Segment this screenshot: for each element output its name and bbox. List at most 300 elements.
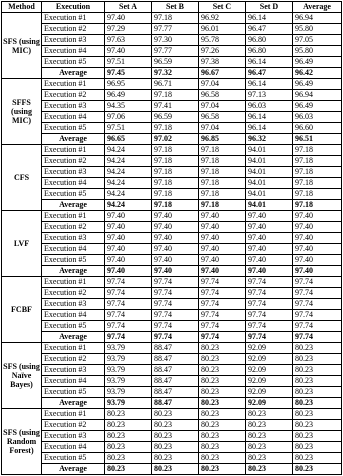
table-row: [2, 156, 342, 167]
set-c-cell: 97.38: [199, 57, 246, 68]
set-a-cell: 93.79: [105, 354, 152, 365]
set-a-cell: 97.74: [105, 321, 152, 332]
set-e-cell: 96.49: [293, 101, 342, 112]
set-a-cell: 97.40: [105, 233, 152, 244]
average-label-cell: Average: [42, 134, 105, 145]
set-b-cell: 97.18: [152, 189, 199, 200]
execution-cell: Execution #5: [42, 57, 105, 68]
set-b-average-cell: 97.40: [152, 266, 199, 277]
table-row: [2, 13, 342, 24]
set-a-cell: 97.63: [105, 35, 152, 46]
set-a-average-cell: 80.23: [105, 464, 152, 475]
set-a-cell: 93.79: [105, 387, 152, 398]
set-a-cell: 80.23: [105, 409, 152, 420]
set-a-cell: 80.23: [105, 420, 152, 431]
set-b-average-cell: 97.32: [152, 68, 199, 79]
set-c-cell: 96.01: [199, 24, 246, 35]
set-a-cell: 80.23: [105, 453, 152, 464]
set-e-cell: 95.80: [293, 46, 342, 57]
set-d-cell: 96.80: [246, 46, 293, 57]
execution-cell: Execution #5: [42, 123, 105, 134]
table-row: [2, 178, 342, 189]
set-d-average-cell: 96.47: [246, 68, 293, 79]
set-d-cell: 94.01: [246, 178, 293, 189]
table-row: [2, 101, 342, 112]
set-e-cell: 97.18: [293, 189, 342, 200]
table-body: [2, 13, 342, 475]
header-set-c: Set C: [199, 2, 246, 13]
average-label-cell: Average: [42, 68, 105, 79]
set-c-cell: 97.74: [199, 288, 246, 299]
set-c-cell: 80.23: [199, 442, 246, 453]
set-a-cell: 94.24: [105, 145, 152, 156]
average-label-cell: Average: [42, 332, 105, 343]
set-a-cell: 97.29: [105, 24, 152, 35]
table-row: [2, 189, 342, 200]
set-b-cell: 97.18: [152, 145, 199, 156]
set-b-cell: 97.18: [152, 178, 199, 189]
table-row: [2, 354, 342, 365]
set-b-cell: 97.77: [152, 46, 199, 57]
set-c-cell: 80.23: [199, 431, 246, 442]
set-c-average-cell: 80.23: [199, 464, 246, 475]
average-label-cell: Average: [42, 266, 105, 277]
set-a-cell: 97.51: [105, 123, 152, 134]
header-execution: Execution: [42, 2, 105, 13]
set-e-cell: 97.40: [293, 211, 342, 222]
set-b-average-cell: 97.74: [152, 332, 199, 343]
set-e-cell: 80.23: [293, 354, 342, 365]
table-row: [2, 244, 342, 255]
table-row: [2, 35, 342, 46]
set-d-average-cell: 92.09: [246, 398, 293, 409]
set-d-average-cell: 80.23: [246, 464, 293, 475]
set-e-cell: 80.23: [293, 365, 342, 376]
set-d-cell: 97.40: [246, 211, 293, 222]
set-c-average-cell: 96.85: [199, 134, 246, 145]
table-row: [2, 442, 342, 453]
set-a-cell: 97.40: [105, 244, 152, 255]
execution-cell: Execution #5: [42, 255, 105, 266]
set-c-cell: 97.40: [199, 244, 246, 255]
table-row: [2, 145, 342, 156]
table-row: [2, 167, 342, 178]
set-c-cell: 97.18: [199, 145, 246, 156]
set-d-cell: 80.23: [246, 442, 293, 453]
method-cell: SFS (using Naïve Bayes): [2, 343, 42, 409]
execution-cell: Execution #5: [42, 387, 105, 398]
execution-cell: Execution #1: [42, 277, 105, 288]
set-c-cell: 95.78: [199, 35, 246, 46]
set-e-cell: 80.23: [293, 431, 342, 442]
set-e-cell: 96.49: [293, 79, 342, 90]
set-d-cell: 96.14: [246, 123, 293, 134]
set-b-cell: 88.47: [152, 387, 199, 398]
table-row: [2, 57, 342, 68]
set-c-cell: 96.92: [199, 13, 246, 24]
execution-cell: Execution #4: [42, 244, 105, 255]
set-e-average-cell: 97.40: [293, 266, 342, 277]
set-e-cell: 97.74: [293, 321, 342, 332]
set-a-average-cell: 93.79: [105, 398, 152, 409]
execution-cell: Execution #5: [42, 453, 105, 464]
group-average-row: [2, 266, 342, 277]
set-c-cell: 96.58: [199, 112, 246, 123]
group-average-row: [2, 68, 342, 79]
set-b-cell: 97.18: [152, 123, 199, 134]
set-d-cell: 97.74: [246, 277, 293, 288]
set-b-cell: 97.18: [152, 167, 199, 178]
set-a-cell: 94.35: [105, 101, 152, 112]
set-d-average-cell: 97.40: [246, 266, 293, 277]
average-label-cell: Average: [42, 200, 105, 211]
set-b-cell: 80.23: [152, 442, 199, 453]
set-d-cell: 97.40: [246, 233, 293, 244]
set-e-cell: 80.23: [293, 343, 342, 354]
set-d-cell: 97.40: [246, 255, 293, 266]
group-average-row: [2, 134, 342, 145]
set-e-cell: 80.23: [293, 420, 342, 431]
execution-cell: Execution #1: [42, 211, 105, 222]
set-d-cell: 96.80: [246, 35, 293, 46]
header-set-a: Set A: [105, 2, 152, 13]
set-b-cell: 80.23: [152, 409, 199, 420]
execution-cell: Execution #2: [42, 90, 105, 101]
set-a-cell: 97.74: [105, 288, 152, 299]
results-table-container: [1, 1, 342, 475]
set-b-cell: 88.47: [152, 343, 199, 354]
set-b-cell: 97.74: [152, 310, 199, 321]
set-b-cell: 97.74: [152, 288, 199, 299]
execution-cell: Execution #3: [42, 167, 105, 178]
set-b-cell: 96.59: [152, 112, 199, 123]
set-d-cell: 80.23: [246, 453, 293, 464]
set-b-average-cell: 97.02: [152, 134, 199, 145]
set-e-average-cell: 97.18: [293, 200, 342, 211]
execution-cell: Execution #4: [42, 112, 105, 123]
execution-cell: Execution #5: [42, 321, 105, 332]
set-c-cell: 80.23: [199, 409, 246, 420]
set-e-cell: 97.40: [293, 244, 342, 255]
header-set-b: Set B: [152, 2, 199, 13]
set-c-average-cell: 97.74: [199, 332, 246, 343]
set-c-cell: 97.26: [199, 46, 246, 57]
set-b-cell: 96.71: [152, 79, 199, 90]
set-c-cell: 97.40: [199, 233, 246, 244]
set-c-cell: 96.58: [199, 90, 246, 101]
set-d-cell: 96.14: [246, 57, 293, 68]
set-b-cell: 97.18: [152, 13, 199, 24]
set-e-cell: 80.23: [293, 453, 342, 464]
set-d-cell: 92.09: [246, 354, 293, 365]
set-e-cell: 97.40: [293, 222, 342, 233]
set-e-cell: 96.03: [293, 112, 342, 123]
header-average: Average: [293, 2, 342, 13]
set-b-cell: 97.18: [152, 156, 199, 167]
set-a-cell: 97.06: [105, 112, 152, 123]
set-c-cell: 80.23: [199, 365, 246, 376]
set-b-cell: 88.47: [152, 365, 199, 376]
set-a-cell: 96.95: [105, 79, 152, 90]
set-d-cell: 97.74: [246, 310, 293, 321]
set-d-cell: 96.14: [246, 112, 293, 123]
set-d-cell: 94.01: [246, 156, 293, 167]
set-d-cell: 92.09: [246, 343, 293, 354]
set-e-cell: 97.74: [293, 288, 342, 299]
execution-cell: Execution #3: [42, 365, 105, 376]
method-cell: SFS (using MIC): [2, 13, 42, 79]
header-row: [2, 2, 342, 13]
set-e-cell: 97.18: [293, 156, 342, 167]
set-b-cell: 97.40: [152, 211, 199, 222]
set-c-cell: 80.23: [199, 376, 246, 387]
header-method: Method: [2, 2, 42, 13]
table-row: [2, 255, 342, 266]
set-c-cell: 97.40: [199, 255, 246, 266]
group-average-row: [2, 200, 342, 211]
set-a-cell: 97.74: [105, 299, 152, 310]
set-a-cell: 94.24: [105, 156, 152, 167]
set-a-average-cell: 97.40: [105, 266, 152, 277]
execution-cell: Execution #2: [42, 354, 105, 365]
set-b-average-cell: 97.18: [152, 200, 199, 211]
set-b-cell: 88.47: [152, 354, 199, 365]
set-b-cell: 97.40: [152, 244, 199, 255]
execution-cell: Execution #1: [42, 13, 105, 24]
set-c-cell: 80.23: [199, 420, 246, 431]
table-row: [2, 365, 342, 376]
method-cell: SFS (using Random Forest): [2, 409, 42, 475]
set-e-average-cell: 96.51: [293, 134, 342, 145]
set-a-cell: 94.24: [105, 178, 152, 189]
set-b-cell: 97.18: [152, 90, 199, 101]
table-row: [2, 211, 342, 222]
set-c-cell: 80.23: [199, 387, 246, 398]
header-set-d: Set D: [246, 2, 293, 13]
table-row: [2, 79, 342, 90]
set-d-cell: 80.23: [246, 420, 293, 431]
execution-cell: Execution #2: [42, 420, 105, 431]
group-average-row: [2, 332, 342, 343]
table-row: [2, 112, 342, 123]
set-d-cell: 94.01: [246, 145, 293, 156]
execution-cell: Execution #3: [42, 431, 105, 442]
set-a-cell: 96.49: [105, 90, 152, 101]
set-c-cell: 97.40: [199, 211, 246, 222]
set-e-cell: 96.94: [293, 90, 342, 101]
set-c-cell: 80.23: [199, 343, 246, 354]
set-a-cell: 94.24: [105, 167, 152, 178]
set-e-cell: 80.23: [293, 376, 342, 387]
set-e-cell: 97.05: [293, 35, 342, 46]
table-row: [2, 233, 342, 244]
set-e-cell: 97.18: [293, 145, 342, 156]
table-row: [2, 343, 342, 354]
set-b-cell: 88.47: [152, 376, 199, 387]
table-row: [2, 420, 342, 431]
execution-cell: Execution #3: [42, 101, 105, 112]
set-a-cell: 93.79: [105, 376, 152, 387]
set-a-cell: 93.79: [105, 343, 152, 354]
set-e-average-cell: 80.23: [293, 398, 342, 409]
set-d-cell: 96.03: [246, 101, 293, 112]
execution-cell: Execution #2: [42, 24, 105, 35]
set-e-average-cell: 97.74: [293, 332, 342, 343]
set-e-cell: 95.80: [293, 24, 342, 35]
set-e-cell: 97.18: [293, 167, 342, 178]
set-d-cell: 97.74: [246, 299, 293, 310]
set-b-cell: 80.23: [152, 453, 199, 464]
set-a-cell: 97.74: [105, 277, 152, 288]
set-c-cell: 97.18: [199, 178, 246, 189]
set-a-cell: 97.74: [105, 310, 152, 321]
set-e-cell: 97.18: [293, 178, 342, 189]
execution-cell: Execution #3: [42, 299, 105, 310]
results-table: [1, 1, 342, 475]
set-d-cell: 97.74: [246, 321, 293, 332]
set-c-cell: 97.74: [199, 321, 246, 332]
set-c-cell: 97.04: [199, 101, 246, 112]
set-b-cell: 97.74: [152, 321, 199, 332]
set-d-cell: 92.09: [246, 376, 293, 387]
set-e-cell: 80.23: [293, 409, 342, 420]
table-row: [2, 24, 342, 35]
set-b-cell: 80.23: [152, 420, 199, 431]
table-row: [2, 123, 342, 134]
set-a-cell: 97.40: [105, 13, 152, 24]
execution-cell: Execution #2: [42, 222, 105, 233]
set-a-cell: 97.40: [105, 255, 152, 266]
method-cell: CFS: [2, 145, 42, 211]
set-c-cell: 97.40: [199, 222, 246, 233]
table-row: [2, 277, 342, 288]
set-c-cell: 97.74: [199, 277, 246, 288]
set-d-cell: 97.40: [246, 244, 293, 255]
set-e-cell: 97.40: [293, 255, 342, 266]
set-d-cell: 92.09: [246, 365, 293, 376]
average-label-cell: Average: [42, 464, 105, 475]
set-a-average-cell: 94.24: [105, 200, 152, 211]
set-c-cell: 97.04: [199, 79, 246, 90]
table-row: [2, 288, 342, 299]
set-a-cell: 97.51: [105, 57, 152, 68]
set-b-cell: 97.77: [152, 24, 199, 35]
set-c-cell: 97.04: [199, 123, 246, 134]
table-row: [2, 46, 342, 57]
set-d-cell: 80.23: [246, 409, 293, 420]
execution-cell: Execution #4: [42, 376, 105, 387]
set-e-average-cell: 80.23: [293, 464, 342, 475]
table-row: [2, 310, 342, 321]
method-cell: FCBF: [2, 277, 42, 343]
group-average-row: [2, 464, 342, 475]
table-row: [2, 321, 342, 332]
set-d-cell: 96.14: [246, 79, 293, 90]
set-d-cell: 94.01: [246, 189, 293, 200]
set-a-cell: 94.24: [105, 189, 152, 200]
set-d-cell: 97.13: [246, 90, 293, 101]
set-e-average-cell: 96.42: [293, 68, 342, 79]
table-row: [2, 431, 342, 442]
set-a-cell: 97.40: [105, 211, 152, 222]
set-c-cell: 97.74: [199, 299, 246, 310]
set-a-average-cell: 96.65: [105, 134, 152, 145]
execution-cell: Execution #5: [42, 189, 105, 200]
execution-cell: Execution #4: [42, 310, 105, 321]
set-d-average-cell: 94.01: [246, 200, 293, 211]
set-d-cell: 94.01: [246, 167, 293, 178]
execution-cell: Execution #2: [42, 288, 105, 299]
set-a-cell: 80.23: [105, 442, 152, 453]
set-b-cell: 97.30: [152, 35, 199, 46]
set-c-cell: 97.18: [199, 156, 246, 167]
set-b-cell: 80.23: [152, 431, 199, 442]
method-cell: LVF: [2, 211, 42, 277]
set-e-cell: 96.94: [293, 13, 342, 24]
set-a-cell: 97.40: [105, 46, 152, 57]
execution-cell: Execution #2: [42, 156, 105, 167]
set-b-average-cell: 88.47: [152, 398, 199, 409]
set-d-cell: 97.40: [246, 222, 293, 233]
set-d-cell: 92.09: [246, 387, 293, 398]
execution-cell: Execution #3: [42, 35, 105, 46]
set-d-cell: 96.47: [246, 24, 293, 35]
execution-cell: Execution #4: [42, 442, 105, 453]
set-c-average-cell: 97.40: [199, 266, 246, 277]
set-b-cell: 97.41: [152, 101, 199, 112]
set-a-cell: 80.23: [105, 431, 152, 442]
set-a-cell: 97.40: [105, 222, 152, 233]
set-e-cell: 97.40: [293, 233, 342, 244]
set-c-cell: 97.18: [199, 167, 246, 178]
table-row: [2, 222, 342, 233]
set-e-cell: 96.49: [293, 57, 342, 68]
set-b-cell: 97.74: [152, 299, 199, 310]
set-d-cell: 96.14: [246, 13, 293, 24]
set-c-cell: 80.23: [199, 453, 246, 464]
set-c-cell: 97.18: [199, 189, 246, 200]
set-e-cell: 97.74: [293, 299, 342, 310]
set-b-average-cell: 80.23: [152, 464, 199, 475]
set-a-cell: 93.79: [105, 365, 152, 376]
execution-cell: Execution #1: [42, 409, 105, 420]
set-d-cell: 97.74: [246, 288, 293, 299]
average-label-cell: Average: [42, 398, 105, 409]
table-row: [2, 387, 342, 398]
set-b-cell: 97.40: [152, 233, 199, 244]
execution-cell: Execution #4: [42, 46, 105, 57]
set-c-average-cell: 96.67: [199, 68, 246, 79]
set-c-cell: 97.74: [199, 310, 246, 321]
set-c-average-cell: 97.18: [199, 200, 246, 211]
set-e-cell: 96.60: [293, 123, 342, 134]
table-row: [2, 299, 342, 310]
set-b-cell: 96.59: [152, 57, 199, 68]
set-d-average-cell: 97.74: [246, 332, 293, 343]
set-d-average-cell: 96.32: [246, 134, 293, 145]
table-row: [2, 409, 342, 420]
group-average-row: [2, 398, 342, 409]
set-e-cell: 97.74: [293, 277, 342, 288]
execution-cell: Execution #1: [42, 145, 105, 156]
set-a-average-cell: 97.74: [105, 332, 152, 343]
execution-cell: Execution #1: [42, 343, 105, 354]
set-e-cell: 80.23: [293, 387, 342, 398]
set-a-average-cell: 97.45: [105, 68, 152, 79]
method-cell: SFFS (using MIC): [2, 79, 42, 145]
set-e-cell: 80.23: [293, 442, 342, 453]
table-row: [2, 90, 342, 101]
